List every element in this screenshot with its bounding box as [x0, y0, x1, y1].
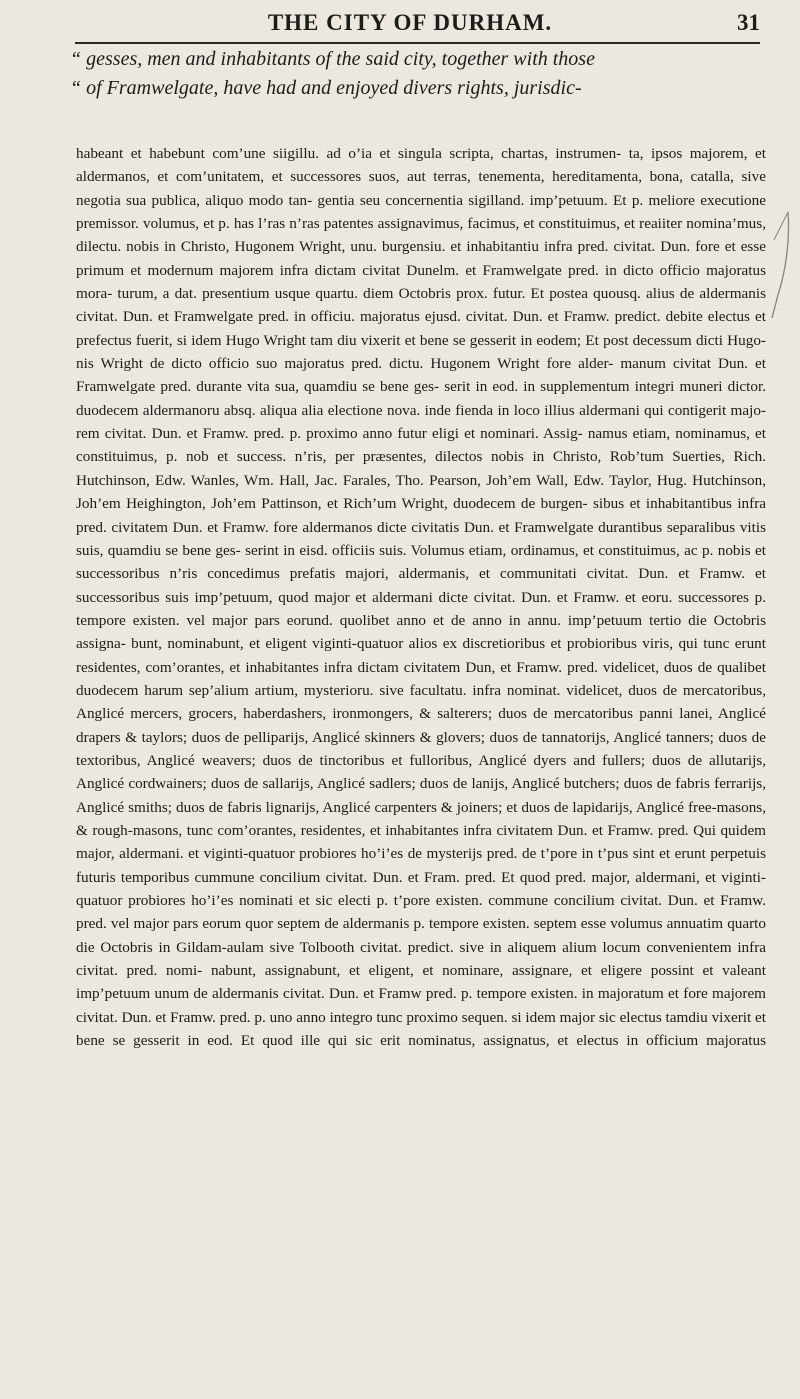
page-header	[60, 10, 760, 50]
page-number: 31	[737, 10, 760, 35]
running-head: THE CITY OF DURHAM.	[267, 10, 553, 35]
latin-charter-text: habeant et habebunt com’une siigillu. ad o’ia et singula scripta, chartas, instrumen- ta, ipsos majorem, et aldermanos, et com’unitatem, et successores suos, aut terras, tenementa, hereditamenta, bona, catalla, sive negotia sua publica, aliquo modo tan- gentia seu concernentia sigilland. imp’petuum. Et p. meliore executione premissor. volumus, et p. has l’ras n’ras patentes assignavimus, facimus, et constituimus, et reaiiter nomina’mus, dilectu. nobis in Christo, Hugonem Wright, unu. burgensiu. et inhabitantiu infra pred. civitat. Dun. fore et esse primum et modernum majorem infra dictam civitat Dunelm. et Framwelgate pred. in dicto officio majoratus mora- turum, a dat. presentium usque quartu. diem Octobris prox. futur. Et postea quousq. alius de aldermanis civitat. Dun. et Framwelgate pred. in officiu. majoratus ejusd. civitat. Dun. et Framw. predict. debite electus et prefectus fuerit, si idem Hugo Wright tam diu vixerit et bene se gesserit in eodem; Et post decessum dicti Hugo- nis Wright de dicto officio suo majoratus pred. dictu. Hugonem Wright fore alder- manum civitat Dun. et Framwelgate pred. durante vita sua, quamdiu se bene ges- serit in eod. in supplementum integri muneri dictor. duodecem aldermanoru absq. aliqua alia electione nova. inde fienda in loco illius aldermani qui contigerit majo- rem civitat. Dun. et Framw. pred. p. proximo anno futur eligi et nominari. Assig- namus etiam, nominamus, et constituimus, p. nob et success. n’ris, per præsentes, dilectos nobis in Christo, Rob’tum Suerties, Rich. Hutchinson, Edw. Wanles, Wm. Hall, Jac. Farales, Tho. Pearson, Joh’em Wall, Edw. Taylor, Hug. Hutchinson, Joh’em Heighington, Joh’em Pattinson, et Rich’um Wright, duodecem de burgen- sibus et inhabitantibus infra pred. civitatem Dun. et Framw. fore aldermanos dicte civitatis Dun. et Framwelgate durantibus separalibus vitis suis, quamdiu se bene ges- serint in eisd. officiis suis. Volumus etiam, ordinamus, et constituimus, ac p. nobis et successoribus n’ris concedimus prefatis majori, aldermanis, et communitati civitat. Dun. et Framw. et successoribus suis imp’petuum, quod major et aldermani dicte civitat. Dun. et Framw. et eoru. successores p. tempore existen. vel major pars eorund. quolibet anno et de anno in annu. imp’petuum tertio die Octobris assigna- bunt, nominabunt, et eligent viginti-quatuor alios ex discretioribus et probioribus viris, qui tunc erunt residentes, com’orantes, et inhabitantes infra dictam civitatem Dun, et Framw. pred. videlicet, duos de qualibet duodecem harum sep’alium artium, mysterioru. sive facultatu. infra nominat. videlicet, duos de mercatoribus, Anglicé mercers, grocers, haberdashers, ironmongers, & salterers; duos de mercatoribus panni lanei, Anglicé drapers & taylors; duos de pelliparijs, Anglicé skinners & glovers; duos de tannatorijs, Anglicé tanners; duos de textoribus, Anglicé weavers; duos de tinctoribus et fulloribus, Anglicé dyers and fullers; duos de allutarijs, Anglicé cordwainers; duos de sallarijs, Anglicé sadlers; duos de lanijs, Anglicé butchers; duos de fabris ferrarijs, Anglicé smiths; duos de fabris lignarijs, Anglicé carpenters & joiners; et duos de lapidarijs, Anglicé free-masons, & rough-masons, tunc com’orantes, residentes, et inhabitantes infra civitatem Dun. et Framw. pred. Qui quidem major, aldermani. et viginti-quatuor probiores ho’i’es de mysterijs pred. de t’pore in t’pus sint et erunt perpetuis futuris temporibus cummune concilium civitat. Dun. et Fram. pred. Et quod pred. major, aldermani, et viginti-quatuor probiores ho’i’es nominati et sic electi p. t’pore existen. commune concilium civitat. Dun. et Framw. pred. vel major pars eorum quor septem de aldermanis p. tempore existen. septem esse volumus annuatim quarto die Octobris in Gildam-aulam sive Tolbooth civitat. predict. sive in aliquem alium locum convenientem infra civitat. pred. nomi- nabunt, assignabunt, et eligent, et nominare, assignare, et eligere possint et valeant imp’petuum unum de aldermanis civitat. Dun. et Framw pred. p. tempore existen. in majoratum et fore majorem civitat. Dun. et Framw. pred. p. uno anno integro tunc proximo sequen. si idem major sic electus tamdiu vixerit et bene se gesserit in eod. Et quod ille qui sic erit nominatus, assignatus, et electus in officium majoratus	[76, 145, 766, 1050]
header-rule	[75, 42, 760, 44]
quotation-line-1: “ gesses, men and inhabitants of the said city, together with those	[70, 48, 595, 70]
english-quotation	[70, 45, 766, 103]
quotation-line-2: “ of Framwelgate, have had and enjoyed divers rights, jurisdic-	[70, 77, 582, 99]
margin-pencil-mark	[770, 210, 792, 320]
